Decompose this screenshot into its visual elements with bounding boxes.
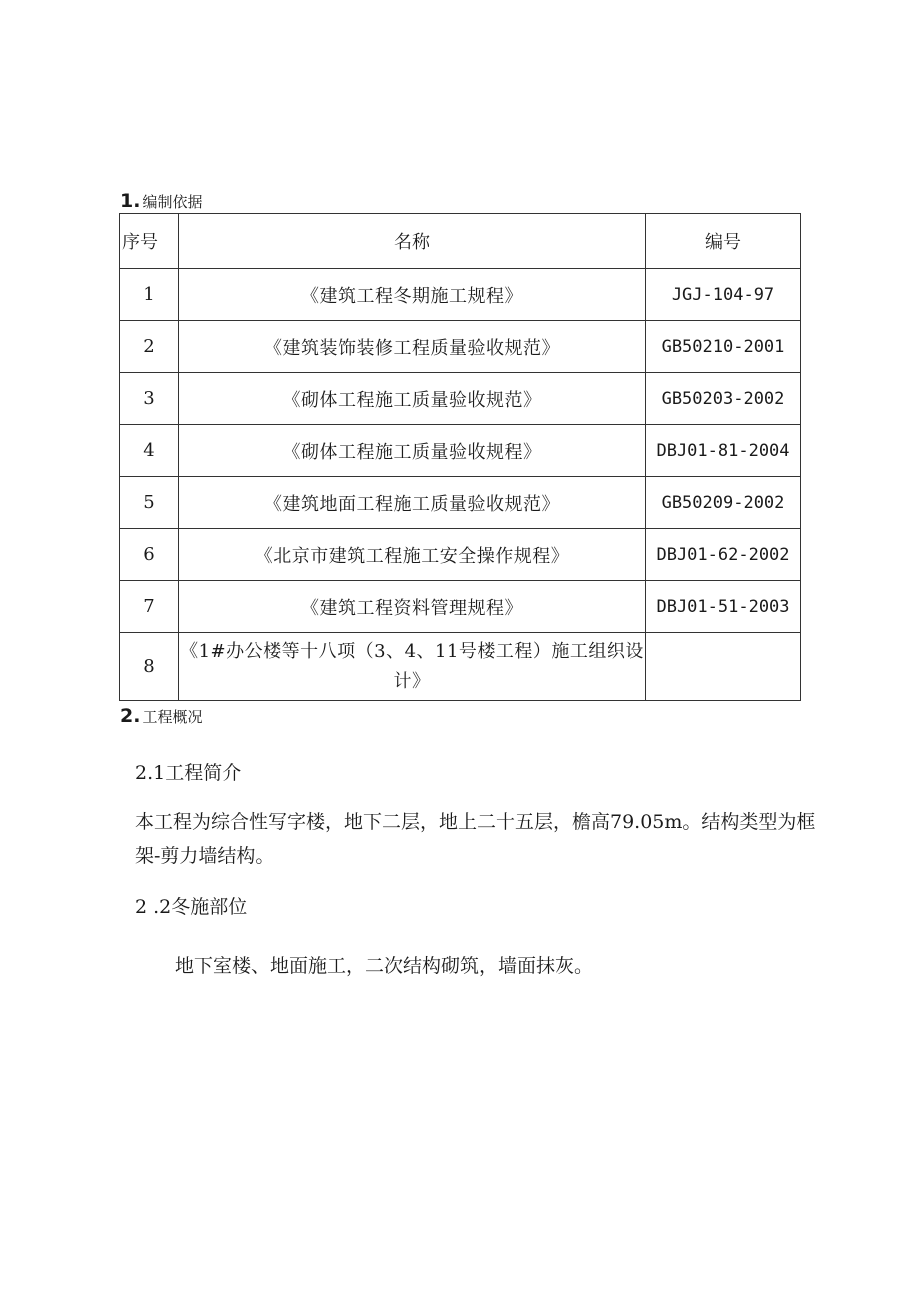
table-row — [120, 581, 801, 633]
table-row — [120, 425, 801, 477]
section-2-heading — [120, 705, 202, 727]
row-name: 《砌体工程施工质量验收规程》 — [179, 425, 646, 477]
row-seq: 2 — [120, 321, 179, 373]
table-row — [120, 477, 801, 529]
subsection-2-2-title: 2 .2冬施部位 — [135, 896, 248, 918]
row-code: DBJ01-81-2004 — [646, 425, 801, 477]
section-1-title: 编制依据 — [142, 193, 203, 211]
row-code: GB50210-2001 — [646, 321, 801, 373]
section-2-title: 工程概况 — [142, 708, 203, 726]
subsection-2-2-body: 地下室楼、地面施工，二次结构砌筑，墙面抹灰。 — [175, 955, 594, 977]
row-seq: 8 — [120, 633, 179, 701]
row-name: 《建筑装饰装修工程质量验收规范》 — [179, 321, 646, 373]
table-row — [120, 269, 801, 321]
row-seq: 1 — [120, 269, 179, 321]
header-code: 编号 — [646, 214, 801, 269]
row-name: 《1#办公楼等十八项（3、4、11号楼工程）施工组织设计》 — [179, 633, 646, 701]
section-1-heading — [120, 190, 202, 212]
row-seq: 4 — [120, 425, 179, 477]
row-code: JGJ-104-97 — [646, 269, 801, 321]
row-name: 《北京市建筑工程施工安全操作规程》 — [179, 529, 646, 581]
table-row — [120, 321, 801, 373]
section-1-number: 1. — [120, 190, 141, 212]
row-name: 《砌体工程施工质量验收规范》 — [179, 373, 646, 425]
row-seq: 7 — [120, 581, 179, 633]
row-seq: 5 — [120, 477, 179, 529]
row-name: 《建筑工程冬期施工规程》 — [179, 269, 646, 321]
row-seq: 6 — [120, 529, 179, 581]
row-code: DBJ01-51-2003 — [646, 581, 801, 633]
table-header-row — [120, 214, 801, 269]
header-seq: 序号 — [120, 214, 179, 269]
row-code: GB50203-2002 — [646, 373, 801, 425]
row-code: GB50209-2002 — [646, 477, 801, 529]
row-name: 《建筑地面工程施工质量验收规范》 — [179, 477, 646, 529]
section-2-number: 2. — [120, 705, 141, 727]
subsection-2-1-title: 2.1工程简介 — [135, 762, 242, 784]
row-seq: 3 — [120, 373, 179, 425]
table-row — [120, 633, 801, 701]
reference-table — [119, 213, 801, 701]
table-row — [120, 373, 801, 425]
row-name: 《建筑工程资料管理规程》 — [179, 581, 646, 633]
row-code — [646, 633, 801, 701]
table-row — [120, 529, 801, 581]
header-name: 名称 — [179, 214, 646, 269]
row-code: DBJ01-62-2002 — [646, 529, 801, 581]
subsection-2-1-body: 本工程为综合性写字楼，地下二层，地上二十五层，檐高79.05m。结构类型为框架-剪力墙结构。 — [135, 811, 816, 867]
